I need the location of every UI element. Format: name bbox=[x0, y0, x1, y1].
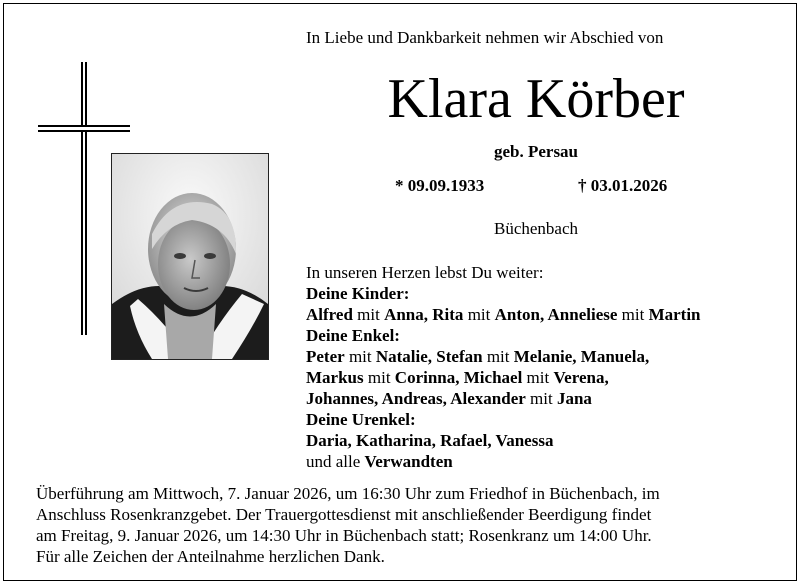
family-line-segment: Daria, Katharina, Rafael, Vanessa bbox=[306, 431, 554, 450]
cross-icon bbox=[81, 62, 87, 335]
service-info-line: Überführung am Mittwoch, 7. Januar 2026, um 16:30 Uhr zum Friedhof in Büchenbach, im bbox=[36, 484, 660, 503]
family-line-segment: Peter bbox=[306, 347, 345, 366]
family-line-segment: Anton, Anneliese bbox=[494, 305, 618, 324]
service-info bbox=[36, 483, 786, 567]
portrait-photo bbox=[111, 153, 269, 360]
family-line bbox=[306, 346, 701, 367]
birth-date: * 09.09.1933 bbox=[395, 176, 485, 195]
family-line bbox=[306, 367, 701, 388]
family-line-segment: In unseren Herzen lebst Du weiter: bbox=[306, 263, 544, 282]
service-info-line: Für alle Zeichen der Anteilnahme herzlichen Dank. bbox=[36, 547, 385, 566]
service-info-line: am Freitag, 9. Januar 2026, um 14:30 Uhr in Büchenbach statt; Rosenkranz um 14:00 Uhr. bbox=[36, 526, 652, 545]
family-line-segment: Johannes, Andreas, Alexander bbox=[306, 389, 526, 408]
family-line bbox=[306, 409, 701, 430]
cross-icon-joint bbox=[83, 127, 85, 130]
death-date: † 03.01.2026 bbox=[578, 176, 668, 195]
family-line bbox=[306, 430, 701, 451]
family-line-segment: mit bbox=[363, 368, 395, 387]
family-line-segment: Deine Urenkel: bbox=[306, 410, 416, 429]
family-line-segment: mit bbox=[463, 305, 495, 324]
family-line-segment: mit bbox=[352, 305, 385, 324]
place-name: Büchenbach bbox=[493, 219, 579, 238]
family-line-segment: mit bbox=[344, 347, 376, 366]
birth-name: geb. Persau bbox=[493, 142, 579, 161]
family-line-segment: mit bbox=[525, 389, 557, 408]
deceased-name: Klara Körber bbox=[387, 68, 685, 130]
family-line-segment: Markus bbox=[306, 368, 364, 387]
family-line-segment: Verwandten bbox=[364, 452, 453, 471]
family-line bbox=[306, 262, 701, 283]
family-line-segment: Anna, Rita bbox=[384, 305, 464, 324]
family-line-segment: Natalie, Stefan bbox=[375, 347, 483, 366]
family-line bbox=[306, 283, 701, 304]
family-line-segment: Verena, bbox=[553, 368, 609, 387]
family-line-segment: Alfred bbox=[306, 305, 353, 324]
family-line-segment: Deine Enkel: bbox=[306, 326, 400, 345]
family-line-segment: Corinna, Michael bbox=[394, 368, 523, 387]
family-line-segment: Melanie, Manuela, bbox=[513, 347, 650, 366]
service-info-line: Anschluss Rosenkranzgebet. Der Trauergottesdienst mit anschließender Beerdigung findet bbox=[36, 505, 652, 524]
family-line-segment: mit bbox=[522, 368, 554, 387]
family-line-segment: mit bbox=[482, 347, 514, 366]
family-line-segment: Martin bbox=[648, 305, 701, 324]
family-line-segment: mit bbox=[617, 305, 649, 324]
family-line-segment: und alle bbox=[306, 452, 365, 471]
family-list bbox=[306, 262, 701, 472]
family-line bbox=[306, 325, 701, 346]
intro-line: In Liebe und Dankbarkeit nehmen wir Abschied von bbox=[306, 28, 664, 47]
family-line bbox=[306, 451, 701, 472]
family-line bbox=[306, 304, 701, 325]
family-line bbox=[306, 388, 701, 409]
family-line-segment: Deine Kinder: bbox=[306, 284, 410, 303]
family-line-segment: Jana bbox=[556, 389, 592, 408]
